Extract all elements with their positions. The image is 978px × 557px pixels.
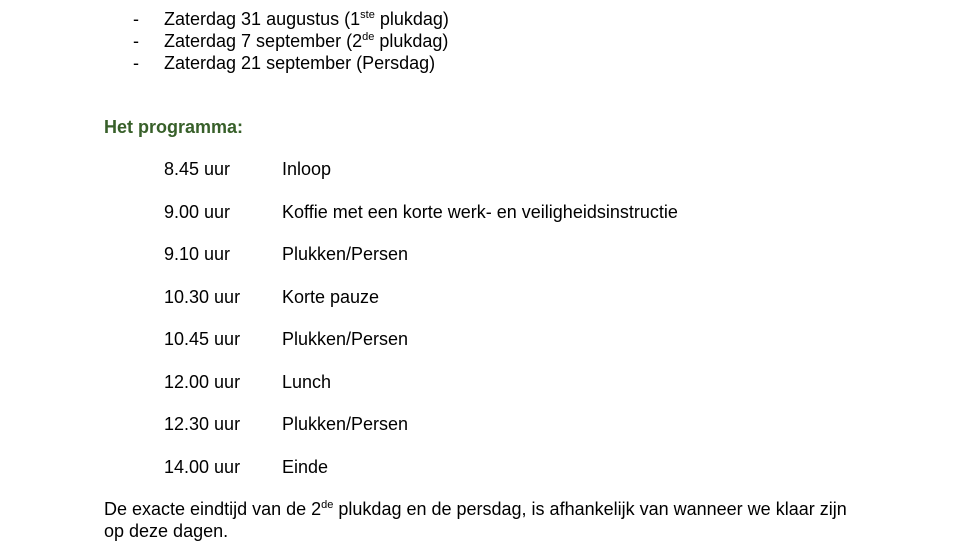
date-list-item bbox=[133, 52, 449, 74]
schedule-activity: Plukken/Persen bbox=[282, 244, 409, 264]
schedule-row bbox=[164, 371, 678, 414]
schedule-activity: Einde bbox=[282, 456, 329, 477]
schedule-activity: Koffie met een korte werk- en veiligheidsinstructie bbox=[282, 201, 678, 222]
program-schedule bbox=[164, 158, 678, 498]
date-text-suffix: plukdag) bbox=[374, 9, 449, 29]
bullet-dash: - bbox=[133, 31, 139, 51]
note-text: De exacte eindtijd van de 2 bbox=[104, 499, 322, 519]
schedule-time: 12.30 uur bbox=[164, 414, 241, 434]
ordinal-suffix: ste bbox=[360, 9, 375, 21]
schedule-row bbox=[164, 413, 678, 456]
date-text: Zaterdag 7 september (2 bbox=[164, 31, 363, 51]
schedule-time: 14.00 uur bbox=[164, 456, 241, 477]
schedule-row bbox=[164, 456, 678, 499]
schedule-time: 8.45 uur bbox=[164, 159, 231, 179]
schedule-row bbox=[164, 328, 678, 371]
ordinal-suffix: de bbox=[321, 499, 334, 511]
schedule-time: 10.30 uur bbox=[164, 286, 241, 307]
date-list bbox=[133, 8, 449, 74]
schedule-time: 9.10 uur bbox=[164, 244, 231, 264]
schedule-activity: Korte pauze bbox=[282, 286, 380, 307]
schedule-time: 12.00 uur bbox=[164, 371, 241, 392]
schedule-activity: Inloop bbox=[282, 159, 332, 179]
date-list-item bbox=[133, 8, 449, 30]
schedule-time: 9.00 uur bbox=[164, 201, 231, 222]
date-text: Zaterdag 31 augustus (1 bbox=[164, 9, 361, 29]
date-list-item bbox=[133, 30, 449, 52]
ordinal-suffix: de bbox=[362, 31, 375, 43]
schedule-row bbox=[164, 243, 678, 286]
schedule-time: 10.45 uur bbox=[164, 329, 241, 349]
schedule-activity: Lunch bbox=[282, 371, 332, 392]
schedule-activity: Plukken/Persen bbox=[282, 414, 409, 434]
bullet-dash: - bbox=[133, 53, 139, 73]
schedule-row bbox=[164, 286, 678, 329]
date-text-suffix: plukdag) bbox=[374, 31, 449, 51]
schedule-row bbox=[164, 158, 678, 201]
schedule-activity: Plukken/Persen bbox=[282, 329, 409, 349]
end-time-note bbox=[104, 498, 864, 542]
bullet-dash: - bbox=[133, 9, 139, 29]
schedule-row bbox=[164, 201, 678, 244]
date-text: Zaterdag 21 september (Persdag) bbox=[164, 53, 436, 73]
program-heading: Het programma: bbox=[104, 117, 244, 137]
note-text-suffix: plukdag en de persdag, is afhankelijk van wanneer we klaar zijn op deze dagen. bbox=[104, 499, 847, 541]
